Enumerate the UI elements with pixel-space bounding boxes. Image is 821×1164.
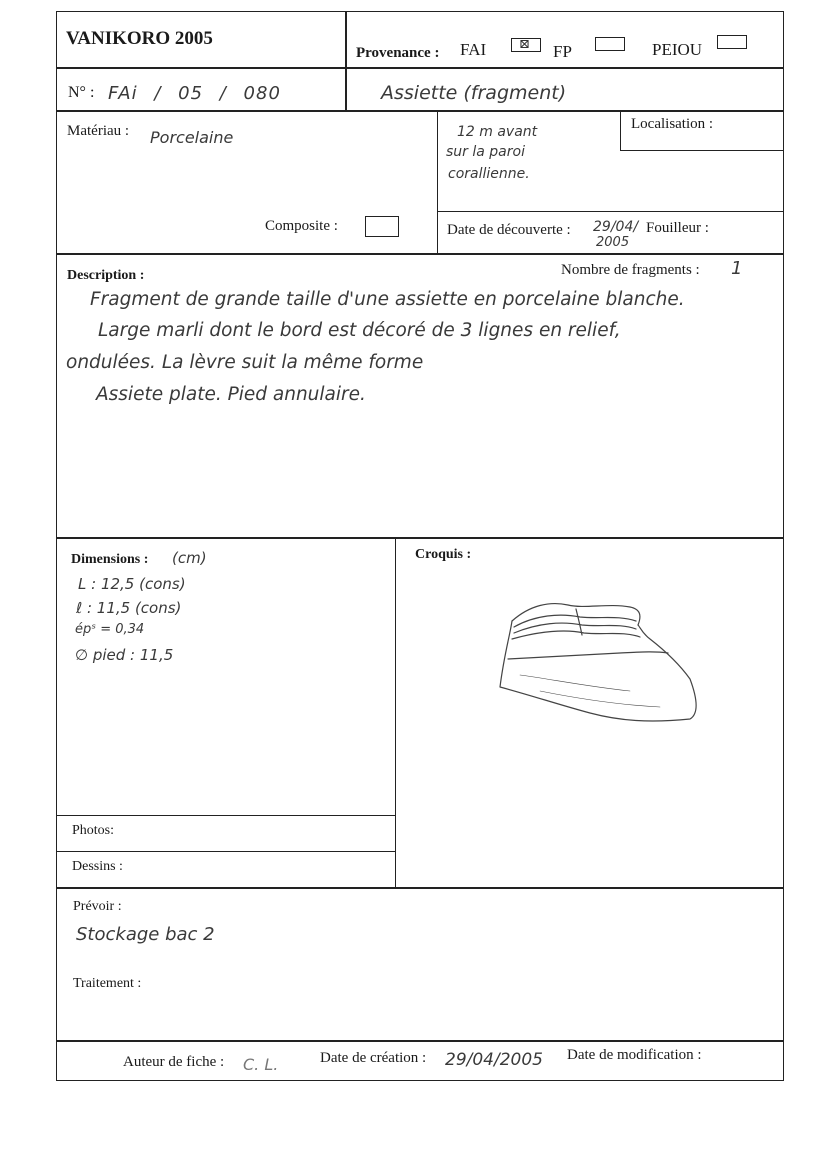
- dimension-length: L : 12,5 (cons): [78, 575, 186, 593]
- rule-localisation: [620, 150, 784, 151]
- fragments-count-value: 1: [731, 258, 743, 279]
- provenance-fp-checkbox[interactable]: [595, 37, 625, 51]
- digger-label: Fouilleur :: [646, 220, 709, 236]
- provenance-peiou-checkbox[interactable]: [717, 35, 747, 49]
- localisation-label: Localisation :: [631, 116, 714, 132]
- composite-checkbox[interactable]: [365, 216, 399, 237]
- discovery-date-label: Date de découverte :: [447, 222, 571, 238]
- description-line-1: Fragment de grande taille d'une assiette en porcelaine blanche.: [90, 289, 685, 310]
- rule-description: [56, 537, 784, 539]
- checkbox-checked-mark: ⊠: [519, 36, 530, 51]
- provenance-label: Provenance :: [356, 45, 440, 61]
- form-title: VANIKORO 2005: [66, 28, 213, 49]
- rule-sketch: [56, 887, 784, 889]
- location-note-line-1: 12 m avant: [457, 124, 538, 140]
- rule-drawings: [56, 851, 395, 852]
- creation-date-value: 29/04/2005: [445, 1050, 543, 1070]
- rule-number: [56, 110, 784, 112]
- rule-date: [437, 211, 784, 212]
- provenance-fai-label: FAI: [460, 40, 487, 59]
- drawings-label: Dessins :: [72, 859, 123, 874]
- rule-vertical-localisation: [620, 110, 621, 151]
- provenance-fai-checkbox[interactable]: [511, 38, 541, 52]
- plan-value: Stockage bac 2: [76, 924, 215, 945]
- description-line-3: ondulées. La lèvre suit la même forme: [66, 352, 424, 373]
- photos-label: Photos:: [72, 823, 115, 838]
- material-label: Matériau :: [67, 123, 130, 139]
- plate-fragment-sketch: [490, 595, 710, 735]
- modification-date-label: Date de modification :: [567, 1047, 702, 1063]
- discovery-date-year: 2005: [596, 235, 630, 250]
- object-value: Assiette (fragment): [381, 82, 567, 104]
- description-line-4: Assiete plate. Pied annulaire.: [96, 384, 366, 405]
- rule-treatment: [56, 1040, 784, 1042]
- rule-material: [56, 253, 784, 255]
- rule-photos: [56, 815, 395, 816]
- discovery-date-value: 29/04/: [593, 219, 639, 235]
- dimension-foot-diameter: ∅ pied : 11,5: [75, 646, 174, 664]
- number-label: N° :: [68, 84, 95, 101]
- provenance-peiou-label: PEIOU: [652, 40, 703, 59]
- treatment-label: Traitement :: [73, 976, 142, 991]
- author-label: Auteur de fiche :: [123, 1054, 225, 1070]
- description-label: Description :: [67, 268, 145, 283]
- fragments-count-label: Nombre de fragments :: [561, 262, 700, 278]
- form-outer-border: [56, 11, 784, 1081]
- rule-vertical-material: [437, 110, 438, 254]
- rule-vertical-sketch: [395, 537, 396, 888]
- plan-label: Prévoir :: [73, 899, 122, 914]
- sketch-label: Croquis :: [415, 547, 472, 562]
- location-note-line-3: corallienne.: [448, 166, 530, 182]
- dimensions-label: Dimensions :: [71, 552, 149, 567]
- material-value: Porcelaine: [150, 128, 234, 147]
- description-line-2: Large marli dont le bord est décoré de 3 lignes en relief,: [98, 320, 621, 341]
- dimensions-unit: (cm): [172, 549, 207, 567]
- location-note-line-2: sur la paroi: [446, 144, 525, 160]
- dimension-width: ℓ : 11,5 (cons): [76, 599, 182, 617]
- rule-header: [56, 67, 784, 69]
- dimension-thickness: épˢ = 0,34: [75, 622, 145, 637]
- number-value: FAi / 05 / 080: [108, 83, 281, 104]
- composite-label: Composite :: [265, 218, 338, 234]
- rule-vertical-header: [345, 11, 347, 111]
- creation-date-label: Date de création :: [320, 1050, 427, 1066]
- author-value: C. L.: [243, 1055, 279, 1074]
- provenance-fp-label: FP: [553, 42, 572, 61]
